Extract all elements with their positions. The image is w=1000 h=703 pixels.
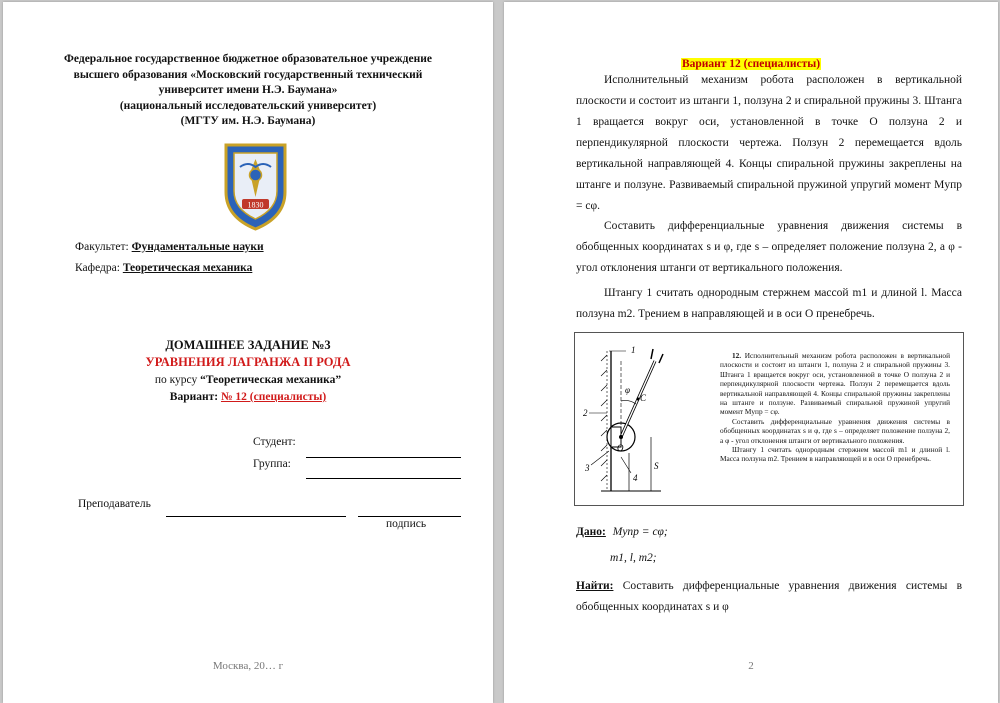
label-3: 3 <box>585 463 590 473</box>
variant-heading: Вариант 12 (специалисты) <box>681 58 821 70</box>
variant-line: Вариант: № 12 (специалисты) <box>169 391 327 403</box>
homework-title: ДОМАШНЕЕ ЗАДАНИЕ №3 <box>165 338 331 352</box>
teacher-label: Преподаватель <box>78 498 151 510</box>
faculty-value: Фундаментальные науки <box>131 241 264 253</box>
figure-text: 12. Исполнительный механизм робота расположен в вертикальной плоскости и состоит из штанги 1, ползуна 2 и спиральной пружины 3. Штанга 1 вращается вокруг оси, установленной в точке O ползуна 2 и перпендикулярной плоскости чертежа. Ползун 2 перемещается вдоль вертикальной направляющей 4. Концы спиральной пружины закреплены на штанге и ползуне. Развиваемый спиральной пружиной упругий момент Mупр = cφ. Составить дифференциальные уравнения движения системы в обобщенных координатах s и φ, где s – определяет положение ползуна 2, а φ - угол отклонения штанги от вертикального положения. Штангу 1 считать однородным стержнем массой m1 и длиной l. Масса ползуна m2. Трением в направляющей и в оси O пренебречь. <box>720 351 950 464</box>
group-label: Группа: <box>253 458 291 470</box>
student-label: Студент: <box>253 436 296 448</box>
crest-year: 1830 <box>247 200 264 210</box>
label-o: O <box>617 443 624 453</box>
title-page <box>3 2 493 703</box>
course-line: по курсу “Теоретическая механика” <box>154 374 342 386</box>
problem-paragraph-1: Исполнительный механизм робота расположен в вертикальной плоскости и состоит из штанги 1, ползуна 2 и спиральной пружины 3. Штанга 1 вращается вокруг оси, установленной в точке О ползуна 2 и перпендикулярной плоскости чертежа. Ползун 2 перемещается вдоль вертикальной направляющей 4. Концы спиральной пружины закреплены на штанге и ползуне. Развиваемый спиральной пружиной упругий момент Mупр = cφ. <box>576 74 962 212</box>
find-paragraph: Найти: Составить дифференциальные уравнения движения системы в обобщенных координатах s и φ <box>576 580 963 613</box>
given-label: Дано: <box>576 526 606 538</box>
teacher-line[interactable] <box>166 516 346 517</box>
given-line-1: Дано: Mупр = cφ; <box>576 526 668 538</box>
signature-label: подпись <box>386 518 427 530</box>
institution-header: Федеральное государственное бюджетное образовательное учреждение высшего образования «Московский государственный технический университет имени Н.Э. Баумана» (национальный исследовательский университет) (МГТУ им. Н.Э. Баумана) <box>64 53 432 127</box>
find-label: Найти: <box>576 580 614 592</box>
label-2: 2 <box>583 408 588 418</box>
faculty-line: Факультет: Фундаментальные науки <box>75 241 264 253</box>
university-crest-icon <box>218 137 293 232</box>
homework-subtitle: УРАВНЕНИЯ ЛАГРАНЖА II РОДА <box>145 355 351 369</box>
given-line-2: m1, l, m2; <box>610 552 657 564</box>
variant-value: № 12 (специалисты) <box>220 391 327 403</box>
department-value: Теоретическая механика <box>122 262 253 274</box>
student-line[interactable] <box>306 457 461 458</box>
page2-footer: 2 <box>748 660 754 672</box>
task-page <box>504 2 998 703</box>
department-line: Кафедра: Теоретическая механика <box>75 262 253 274</box>
problem-paragraph-2: Составить дифференциальные уравнения движения системы в обобщенных координатах s и φ, где s – определяет положение ползуна 2, а φ - угол отклонения штанги от вертикального положения. <box>576 220 962 274</box>
problem-paragraph-3: Штангу 1 считать однородным стержнем массой m1 и длиной l. Масса ползуна m2. Трением в направляющей и в оси О пренебречь. <box>576 287 962 320</box>
label-phi: φ <box>625 385 630 395</box>
label-s: S <box>654 461 659 471</box>
label-4: 4 <box>633 473 638 483</box>
label-c: C <box>640 393 647 403</box>
signature-line[interactable] <box>358 516 461 517</box>
group-line[interactable] <box>306 478 461 479</box>
label-1: 1 <box>631 345 636 355</box>
page1-footer: Москва, 20… г <box>212 660 284 672</box>
problem-figure <box>574 332 964 506</box>
mechanism-diagram-icon <box>581 341 711 499</box>
